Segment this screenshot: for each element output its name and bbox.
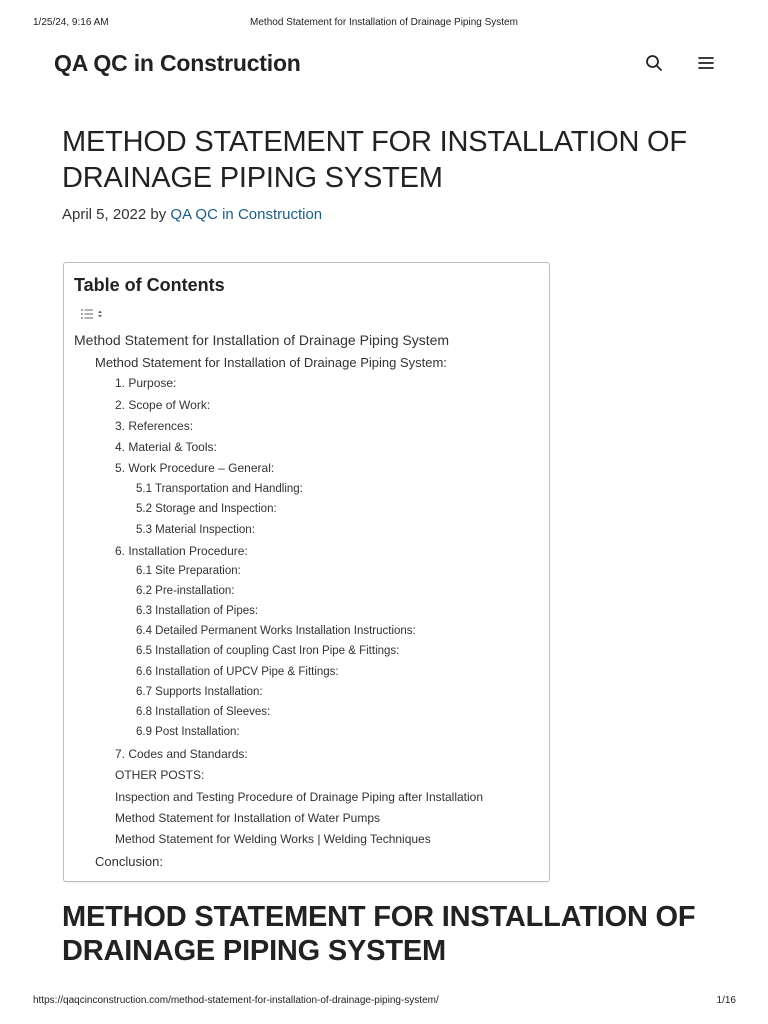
toc-item[interactable]: 5.3 Material Inspection:: [136, 524, 255, 536]
print-page-number: 1/16: [716, 995, 736, 1006]
toc-item[interactable]: Method Statement for Installation of Drainage Piping System: [74, 332, 450, 348]
post-by-label: by: [150, 206, 167, 223]
toc-item[interactable]: OTHER POSTS:: [115, 768, 205, 782]
section-heading: METHOD STATEMENT FOR INSTALLATION OF DRAINAGE PIPING SYSTEM: [62, 901, 696, 967]
post-author-link[interactable]: QA QC in Construction: [170, 206, 323, 223]
toc-item[interactable]: 6.1 Site Preparation:: [136, 565, 241, 577]
print-url: https://qaqcinconstruction.com/method-statement-for-installation-of-drainage-piping-system/: [33, 995, 439, 1006]
post-title: METHOD STATEMENT FOR INSTALLATION OF DRAINAGE PIPING SYSTEM: [62, 126, 687, 194]
toc-item[interactable]: 4. Material & Tools:: [115, 440, 217, 454]
toc-item[interactable]: 6.6 Installation of UPCV Pipe & Fittings:: [136, 666, 339, 678]
site-title-link[interactable]: QA QC in Construction: [54, 50, 301, 76]
toc-item[interactable]: 7. Codes and Standards:: [115, 747, 248, 761]
toc-item[interactable]: 6.4 Detailed Permanent Works Installation Instructions:: [136, 625, 416, 637]
site-header: [0, 48, 768, 82]
toc-item[interactable]: 6.7 Supports Installation:: [136, 686, 263, 698]
toc-item[interactable]: Inspection and Testing Procedure of Drainage Piping after Installation: [115, 790, 484, 804]
list-toggle-icon[interactable]: [80, 307, 106, 321]
toc-item[interactable]: Method Statement for Installation of Drainage Piping System:: [95, 355, 447, 370]
toc-item[interactable]: 6.2 Pre-installation:: [136, 585, 235, 597]
table-of-contents: [63, 262, 550, 882]
toc-item[interactable]: Conclusion:: [95, 854, 163, 869]
toc-item[interactable]: 5.1 Transportation and Handling:: [136, 483, 303, 495]
toc-item[interactable]: Method Statement for Installation of Water Pumps: [115, 811, 381, 825]
search-icon[interactable]: [644, 53, 664, 73]
post-date: April 5, 2022: [62, 206, 147, 223]
toc-item[interactable]: Method Statement for Welding Works | Welding Techniques: [115, 832, 431, 846]
toc-item[interactable]: 2. Scope of Work:: [115, 398, 211, 412]
print-datetime: 1/25/24, 9:16 AM: [33, 17, 109, 28]
toc-item[interactable]: 6.5 Installation of coupling Cast Iron Pipe & Fittings:: [136, 645, 400, 657]
print-doc-title: Method Statement for Installation of Drainage Piping System: [250, 17, 518, 28]
toc-item[interactable]: 5.2 Storage and Inspection:: [136, 503, 277, 515]
toc-item[interactable]: 6.9 Post Installation:: [136, 726, 240, 738]
print-footer: [0, 995, 768, 1009]
toc-item[interactable]: 5. Work Procedure – General:: [115, 461, 275, 475]
hamburger-menu-icon[interactable]: [696, 53, 716, 73]
post-meta: [62, 206, 322, 223]
toc-item[interactable]: 3. References:: [115, 419, 194, 433]
print-header: [0, 17, 768, 31]
toc-item[interactable]: 1. Purpose:: [115, 376, 177, 390]
toc-title: Table of Contents: [74, 275, 225, 295]
toc-item[interactable]: 6.3 Installation of Pipes:: [136, 605, 259, 617]
toc-item[interactable]: 6. Installation Procedure:: [115, 544, 248, 558]
toc-item[interactable]: 6.8 Installation of Sleeves:: [136, 706, 271, 718]
